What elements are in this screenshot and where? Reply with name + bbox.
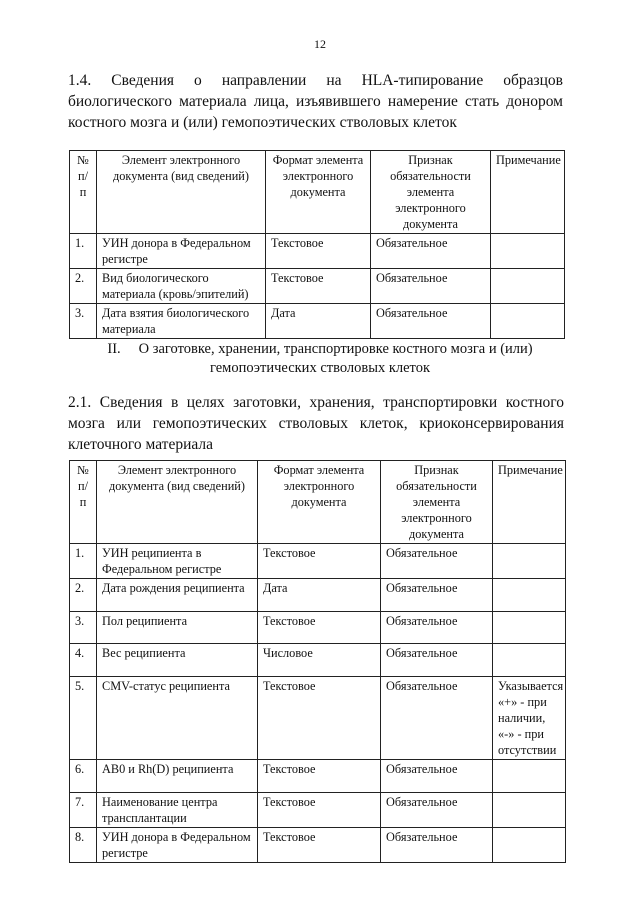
cell-format: Текстовое: [266, 269, 371, 304]
table-row: [70, 644, 566, 677]
cell-format: Текстовое: [258, 612, 381, 644]
header-required: Признак обязательности элемента электронного документа: [371, 151, 491, 234]
section-2-title: О заготовке, хранении, транспортировке костного мозга и (или) гемопоэтических стволовых клеток: [138, 341, 533, 376]
cell-required: Обязательное: [381, 760, 493, 793]
cell-note: [493, 828, 566, 863]
cell-format: Дата: [258, 579, 381, 612]
header-required: Признак обязательности элемента электронного документа: [381, 461, 493, 544]
cell-format: Текстовое: [258, 677, 381, 760]
cell-required: Обязательное: [381, 828, 493, 863]
cell-number: 3.: [70, 612, 97, 644]
table-row: [70, 793, 566, 828]
cell-format: Текстовое: [258, 828, 381, 863]
cell-format: Текстовое: [258, 793, 381, 828]
cell-note: [491, 234, 565, 269]
table-row: [70, 234, 565, 269]
cell-format: Текстовое: [258, 544, 381, 579]
cell-note: [491, 269, 565, 304]
cell-format: Числовое: [258, 644, 381, 677]
cell-required: Обязательное: [381, 677, 493, 760]
table-2-1: [69, 460, 566, 863]
cell-required: Обязательное: [371, 234, 491, 269]
table-row: [70, 828, 566, 863]
header-note: Примечание: [491, 151, 565, 234]
cell-note: [491, 304, 565, 339]
header-format: Формат элемента электронного документа: [266, 151, 371, 234]
cell-element: Наименование центра трансплантации: [97, 793, 258, 828]
cell-required: Обязательное: [381, 793, 493, 828]
cell-required: Обязательное: [381, 644, 493, 677]
cell-number: 4.: [70, 644, 97, 677]
header-number: № п/п: [70, 151, 97, 234]
cell-element: УИН донора в Федеральном регистре: [97, 828, 258, 863]
table-row: [70, 544, 566, 579]
cell-number: 5.: [70, 677, 97, 760]
section-2-number: II.: [107, 341, 121, 357]
cell-note: [493, 544, 566, 579]
cell-element: Дата рождения реципиента: [97, 579, 258, 612]
header-format: Формат элемента электронного документа: [258, 461, 381, 544]
cell-required: Обязательное: [381, 579, 493, 612]
cell-number: 1.: [70, 234, 97, 269]
cell-number: 1.: [70, 544, 97, 579]
header-number: № п/п: [70, 461, 97, 544]
cell-format: Текстовое: [258, 760, 381, 793]
section-1-4-heading: 1.4. Сведения о направлении на HLA-типирование образцов биологического материала лица, изъявившего намерение стать донором костного мозга и (или) гемопоэтических стволовых клеток: [68, 72, 563, 131]
header-row: [70, 461, 566, 544]
cell-element: CMV-статус реципиента: [97, 677, 258, 760]
cell-number: 3.: [70, 304, 97, 339]
header-note: Примечание: [493, 461, 566, 544]
table-row: [70, 677, 566, 760]
table-1-4: [69, 150, 565, 339]
table-row: [70, 760, 566, 793]
cell-format: Дата: [266, 304, 371, 339]
cell-required: Обязательное: [371, 304, 491, 339]
cell-element: УИН донора в Федеральном регистре: [97, 234, 266, 269]
cell-element: Пол реципиента: [97, 612, 258, 644]
cell-required: Обязательное: [371, 269, 491, 304]
cell-number: 7.: [70, 793, 97, 828]
header-row: [70, 151, 565, 234]
header-element: Элемент электронного документа (вид сведений): [97, 151, 266, 234]
cell-note: Указывается «+» - при наличии, «-» - при отсутствии: [493, 677, 566, 760]
cell-note: [493, 644, 566, 677]
cell-number: 2.: [70, 269, 97, 304]
cell-element: AB0 и Rh(D) реципиента: [97, 760, 258, 793]
cell-element: УИН реципиента в Федеральном регистре: [97, 544, 258, 579]
cell-element: Дата взятия биологического материала: [97, 304, 266, 339]
page-number: 12: [314, 37, 326, 51]
cell-number: 6.: [70, 760, 97, 793]
table-row: [70, 304, 565, 339]
cell-format: Текстовое: [266, 234, 371, 269]
cell-element: Вид биологического материала (кровь/эпителий): [97, 269, 266, 304]
cell-note: [493, 579, 566, 612]
cell-element: Вес реципиента: [97, 644, 258, 677]
section-2-heading: [60, 340, 580, 378]
cell-note: [493, 793, 566, 828]
table-row: [70, 579, 566, 612]
cell-number: 8.: [70, 828, 97, 863]
cell-note: [493, 612, 566, 644]
cell-number: 2.: [70, 579, 97, 612]
table-row: [70, 612, 566, 644]
table-row: [70, 269, 565, 304]
cell-note: [493, 760, 566, 793]
section-2-1-heading: 2.1. Сведения в целях заготовки, хранения, транспортировки костного мозга или гемопоэтических стволовых клеток, криоконсервирования клеточного материала: [68, 394, 564, 453]
cell-required: Обязательное: [381, 544, 493, 579]
header-element: Элемент электронного документа (вид сведений): [97, 461, 258, 544]
cell-required: Обязательное: [381, 612, 493, 644]
